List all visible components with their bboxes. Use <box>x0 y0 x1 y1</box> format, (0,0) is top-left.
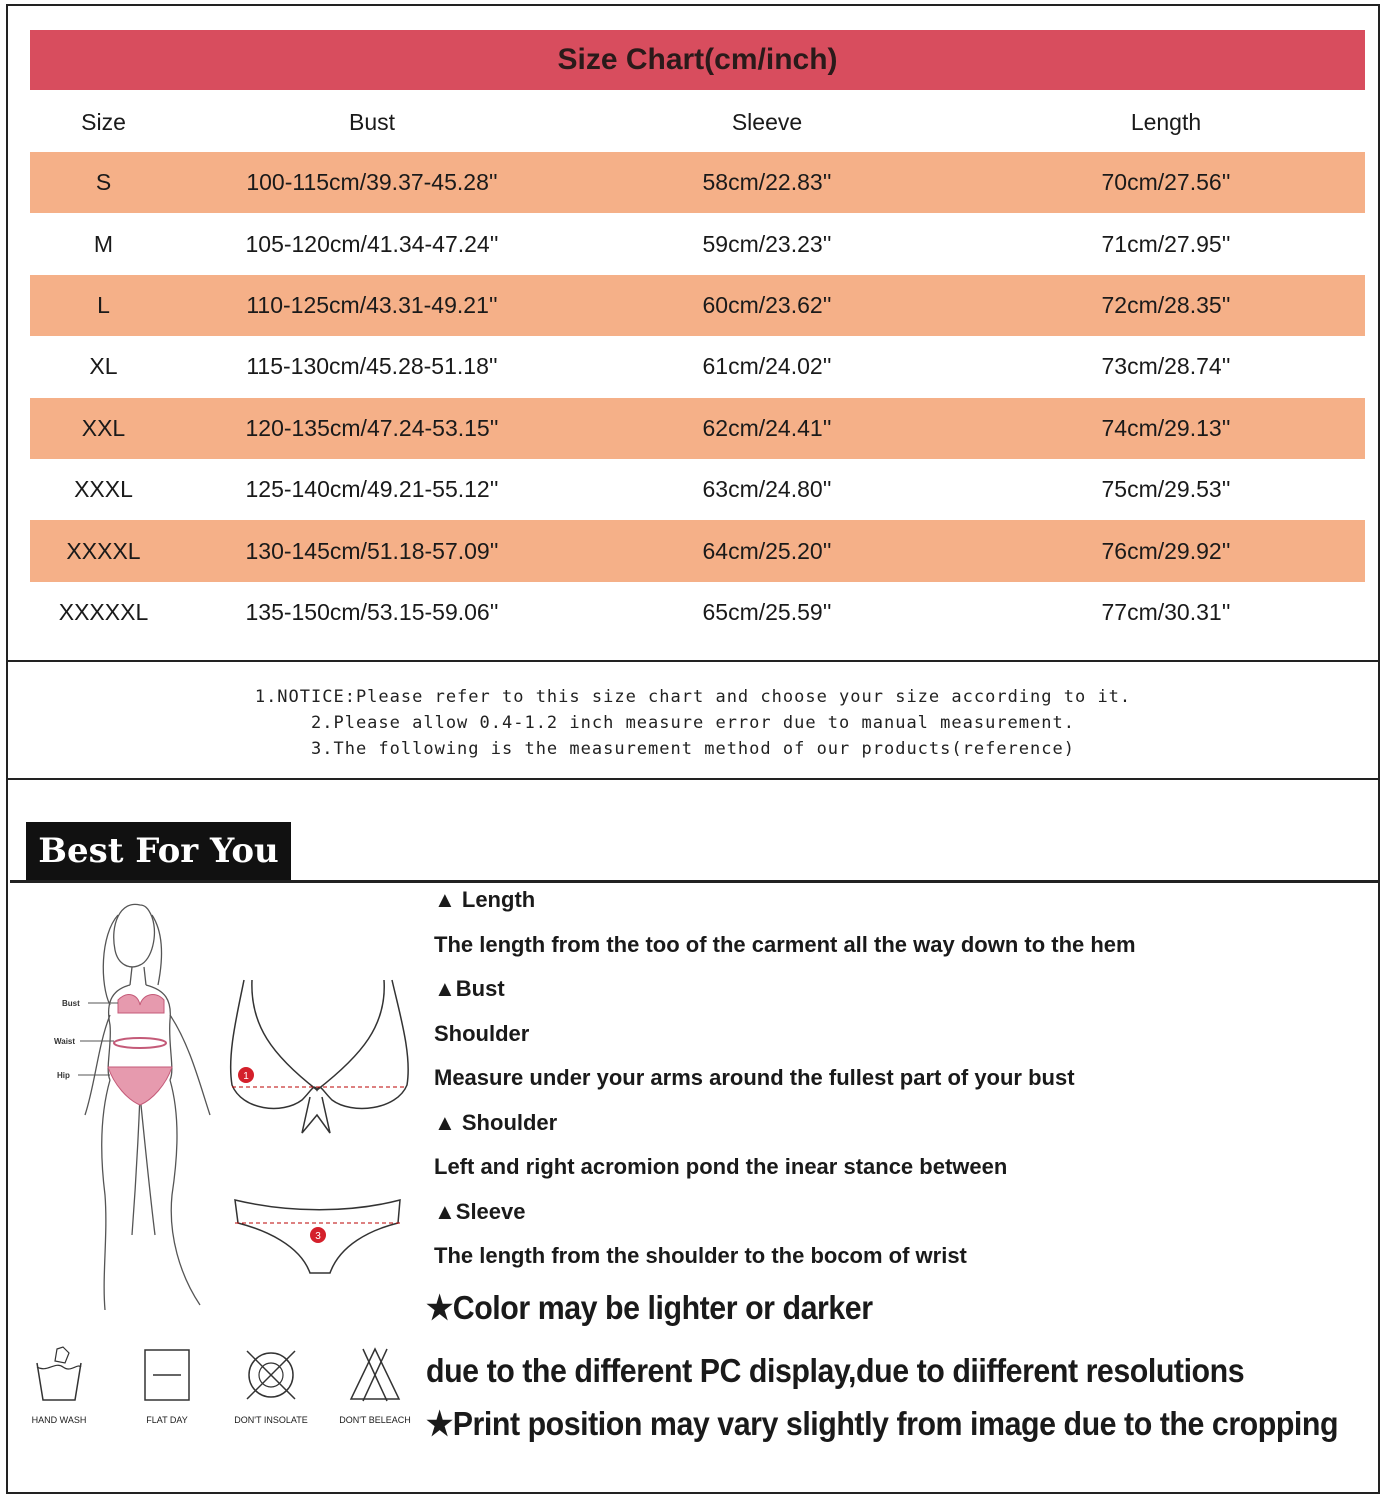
measurement-instructions <box>434 884 1374 1285</box>
header-sleeve: Sleeve <box>731 108 803 135</box>
cell-sleeve: 64cm/25.20'' <box>702 537 832 564</box>
care-label: FLAT DAY <box>146 1415 188 1425</box>
print-note: ★Print position may vary slightly from image due to the cropping <box>426 1405 1339 1442</box>
cell-size: XXXXXL <box>58 598 149 625</box>
cell-size: XXXXL <box>66 537 141 564</box>
cell-size: XXXL <box>74 476 133 503</box>
divider <box>6 778 1380 780</box>
hand-wash-icon <box>29 1345 89 1405</box>
cell-bust: 135-150cm/53.15-59.06'' <box>245 598 499 625</box>
cell-sleeve: 60cm/23.62'' <box>702 291 832 318</box>
model-figure-illustration <box>40 895 220 1325</box>
care-hand-wash <box>14 1345 104 1425</box>
best-for-you-heading: Best For You <box>26 822 291 880</box>
cell-bust: 120-135cm/47.24-53.15'' <box>245 414 499 441</box>
cell-sleeve: 63cm/24.80'' <box>702 476 832 503</box>
notice-line: 3.The following is the measurement method of our products(reference) <box>311 739 1075 759</box>
table-row <box>30 582 1365 643</box>
measure-line: Shoulder <box>434 1020 530 1046</box>
cell-bust: 130-145cm/51.18-57.09'' <box>245 537 499 564</box>
table-row <box>30 336 1365 397</box>
size-chart-title: Size Chart(cm/inch) <box>30 30 1365 90</box>
table-row <box>30 152 1365 213</box>
measure-line: ▲ Shoulder <box>434 1109 558 1135</box>
cell-size: S <box>95 169 112 196</box>
cell-sleeve: 59cm/23.23'' <box>702 230 832 257</box>
cell-size: XL <box>89 353 118 380</box>
care-label: DON'T BELEACH <box>339 1415 411 1425</box>
notice-block <box>6 684 1380 762</box>
cell-length: 77cm/30.31'' <box>1101 598 1231 625</box>
notice-line: 1.NOTICE:Please refer to this size chart and choose your size according to it. <box>254 687 1132 707</box>
cell-sleeve: 58cm/22.83'' <box>702 169 832 196</box>
cell-sleeve: 61cm/24.02'' <box>702 353 832 380</box>
no-sun-icon <box>241 1345 301 1405</box>
measure-line: ▲Bust <box>434 976 505 1001</box>
table-header <box>30 92 1365 152</box>
cell-length: 74cm/29.13'' <box>1101 414 1231 441</box>
cell-length: 76cm/29.92'' <box>1101 537 1231 564</box>
header-bust: Bust <box>348 108 396 135</box>
cell-bust: 100-115cm/39.37-45.28'' <box>246 169 498 196</box>
cell-bust: 105-120cm/41.34-47.24'' <box>245 230 499 257</box>
measure-line: Measure under your arms around the fullest part of your bust <box>434 1065 1075 1090</box>
cell-size: XXL <box>81 414 126 441</box>
cell-size: L <box>97 291 110 318</box>
header-length: Length <box>1130 108 1202 135</box>
marker-1: 1 <box>243 1071 249 1082</box>
cell-length: 72cm/28.35'' <box>1101 291 1231 318</box>
color-note: ★Color may be lighter or darker <box>426 1289 873 1326</box>
measure-line: ▲ Length <box>434 887 536 912</box>
table-row <box>30 398 1365 459</box>
display-note: due to the different PC display,due to diifferent resolutions <box>426 1352 1245 1389</box>
bra-measure-diagram <box>222 975 417 1140</box>
care-dont-bleach <box>330 1345 420 1425</box>
care-label: HAND WASH <box>31 1415 87 1425</box>
measure-line: The length from the shoulder to the bocom of wrist <box>434 1243 967 1268</box>
cell-length: 73cm/28.74'' <box>1101 353 1231 380</box>
cell-size: M <box>93 230 114 257</box>
cell-bust: 115-130cm/45.28-51.18'' <box>246 353 498 380</box>
marker-3: 3 <box>315 1231 321 1242</box>
cell-length: 71cm/27.95'' <box>1101 230 1231 257</box>
cell-length: 70cm/27.56'' <box>1101 169 1231 196</box>
cell-sleeve: 65cm/25.59'' <box>702 598 832 625</box>
waist-label: Waist <box>54 1037 76 1046</box>
flat-dry-icon <box>137 1345 197 1405</box>
size-table <box>30 92 1365 643</box>
divider <box>6 660 1380 662</box>
table-row <box>30 275 1365 336</box>
hip-label: Hip <box>57 1071 70 1080</box>
care-label: DON'T INSOLATE <box>234 1415 308 1425</box>
no-bleach-icon <box>345 1345 405 1405</box>
care-flat-dry <box>122 1345 212 1425</box>
table-row <box>30 213 1365 274</box>
header-size: Size <box>81 108 126 135</box>
brief-measure-diagram <box>230 1195 405 1280</box>
cell-bust: 125-140cm/49.21-55.12'' <box>245 476 499 503</box>
cell-length: 75cm/29.53'' <box>1101 476 1231 503</box>
measure-line: Left and right acromion pond the inear stance between <box>434 1154 1008 1179</box>
cell-sleeve: 62cm/24.41'' <box>702 414 832 441</box>
table-row <box>30 459 1365 520</box>
care-dont-insolate <box>226 1345 316 1425</box>
notice-line: 2.Please allow 0.4-1.2 inch measure error due to manual measurement. <box>311 713 1075 733</box>
bust-label: Bust <box>62 999 80 1008</box>
measure-line: ▲Sleeve <box>434 1198 526 1224</box>
heading-rule <box>10 880 1378 883</box>
measure-line: The length from the too of the carment all the way down to the hem <box>434 931 1136 957</box>
cell-bust: 110-125cm/43.31-49.21'' <box>246 291 498 318</box>
table-row <box>30 520 1365 581</box>
